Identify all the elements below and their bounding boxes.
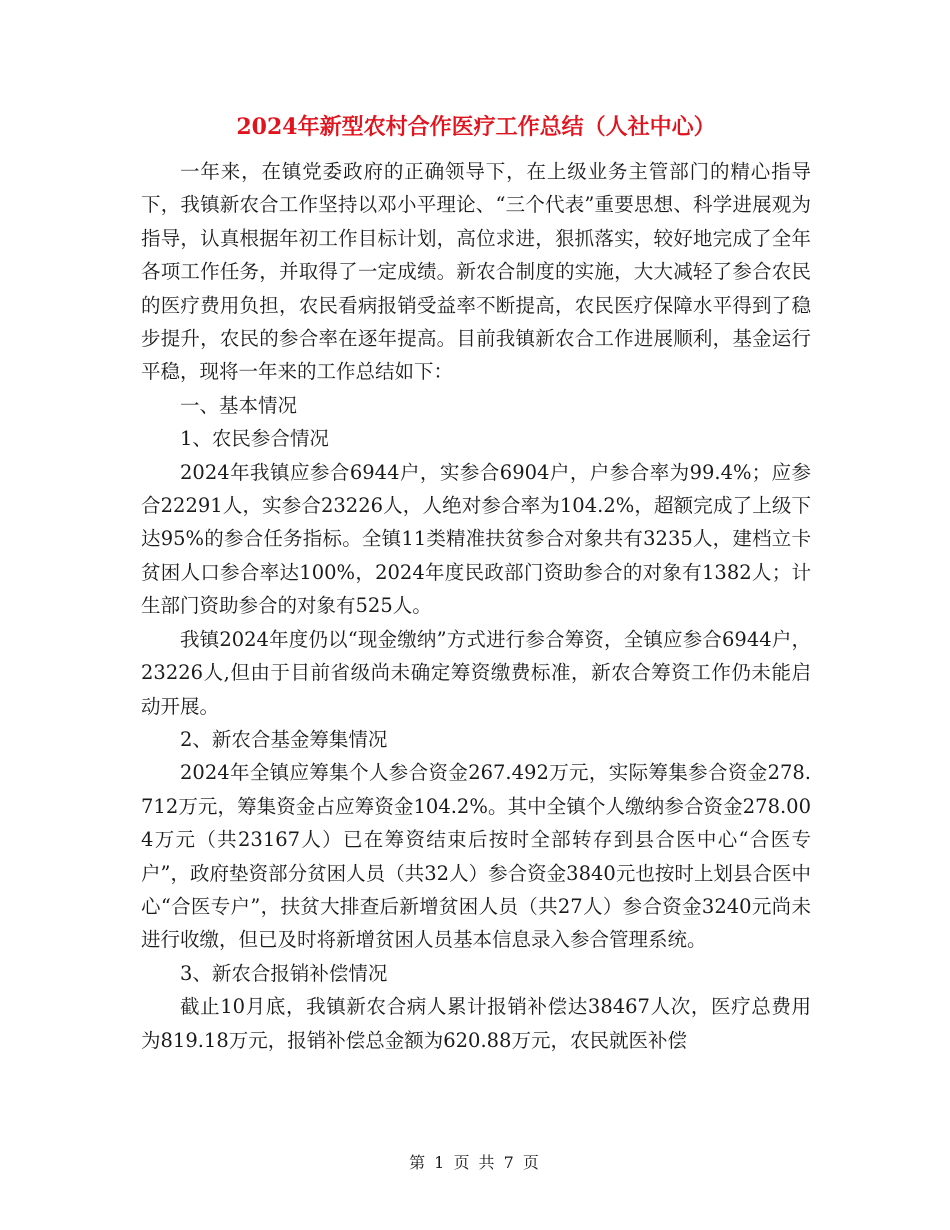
paragraph-funding-method: 我镇2024年度仍以“现金缴纳”方式进行参合筹资，全镇应参合6944户，23226人,但由于目前省级尚未确定筹资缴费标准，新农合筹资工作仍未能启动开展。	[141, 627, 811, 718]
paragraph-fund-raising: 2024年全镇应筹集个人参合资金267.492万元，实际筹集参合资金278.712万元，筹集资金占应筹资金104.2%。其中全镇个人缴纳参合资金278.004万元（共23167人）已在筹资结束后按时全部转存到县合医中心“合医专户”，政府垫资部分贫困人员（共32人）参合资金3840元也按时上划县合医中心“合医专户”，扶贫大排查后新增贫困人员（共27人）参合资金3240元尚未进行收缴，但已及时将新增贫困人员基本信息录入参合管理系统。	[141, 761, 811, 952]
subsection-heading-reimbursement: 3、新农合报销补偿情况	[180, 961, 388, 985]
paragraph-participation: 2024年我镇应参合6944户，实参合6904户，户参合率为99.4%；应参合22291人，实参合23226人，人绝对参合率为104.2%，超额完成了上级下达95%的参合任务指标。全镇11类精准扶贫参合对象共有3235人，建档立卡贫困人口参合率达100%，2024年度民政部门资助参合的对象有1382人；计生部门资助参合的对象有525人。	[141, 460, 811, 618]
subsection-heading-participation: 1、农民参合情况	[180, 427, 329, 451]
paragraph-reimbursement: 截止10月底，我镇新农合病人累计报销补偿达38467人次，医疗总费用为819.18万元，报销补偿总金额为620.88万元，农民就医补偿	[141, 995, 811, 1052]
document-body	[141, 155, 811, 1057]
subsection-heading-fund-raising: 2、新农合基金筹集情况	[180, 727, 388, 751]
paragraph-intro: 一年来，在镇党委政府的正确领导下，在上级业务主管部门的精心指导下，我镇新农合工作坚持以邓小平理论、“三个代表”重要思想、科学进展观为指导，认真根据年初工作目标计划，高位求进，狠抓落实，较好地完成了全年各项工作任务，并取得了一定成绩。新农合制度的实施，大大减轻了参合农民的医疗费用负担，农民看病报销受益率不断提高，农民医疗保障水平得到了稳步提升，农民的参合率在逐年提高。目前我镇新农合工作进展顺利，基金运行平稳，现将一年来的工作总结如下：	[141, 160, 811, 384]
document-title: 2024年新型农村合作医疗工作总结（人社中心）	[236, 114, 716, 140]
page-footer: 第 1 页 共 7 页	[409, 1153, 541, 1172]
section-heading-basic: 一、基本情况	[180, 393, 298, 417]
